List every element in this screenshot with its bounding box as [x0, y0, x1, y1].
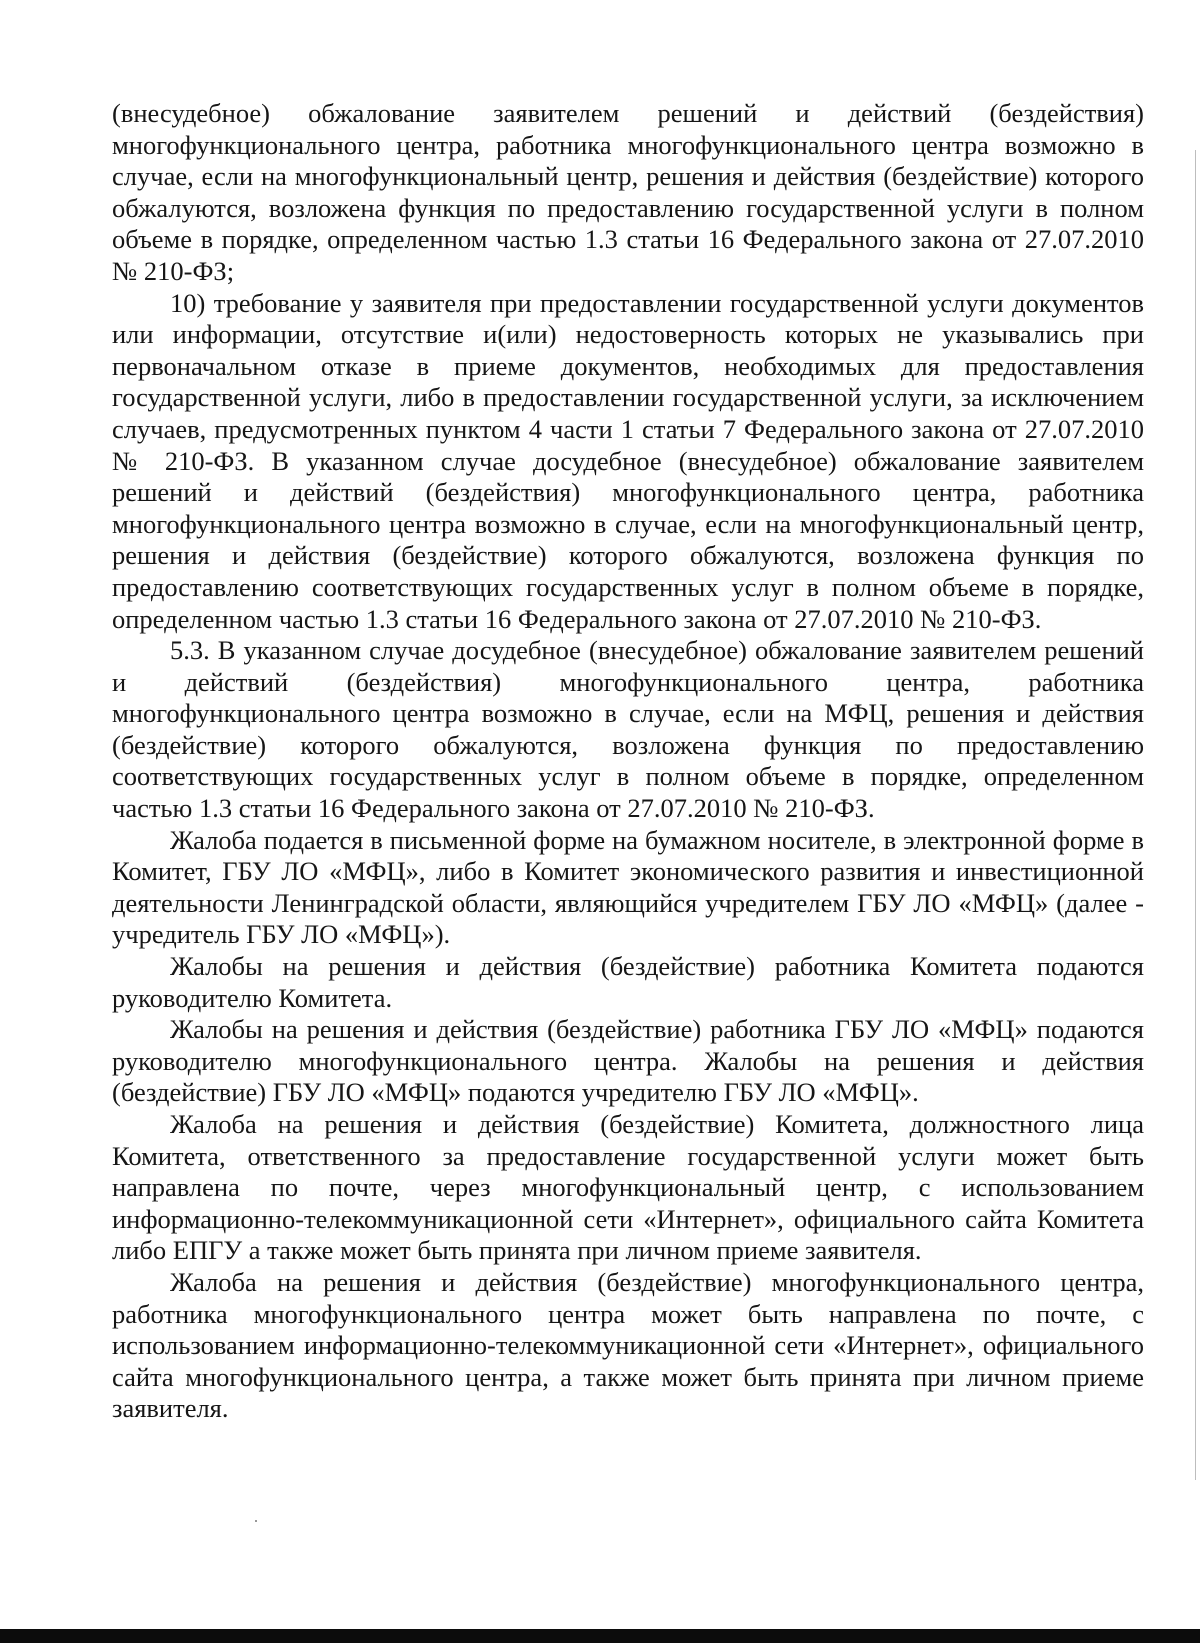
paragraph-section-5-3: 5.3. В указанном случае досудебное (внесудебное) обжалование заявителем решений и действий (бездействия) многофункционального центра, работника многофункционального центра возможно в случае, если на МФЦ, решения и действия (бездействие) которого обжалуются, возложена функция по предоставлению соответствующих государственных услуг в полном объеме в порядке, определенном частью 1.3 статьи 16 Федерального закона от 27.07.2010 № 210-ФЗ. [112, 635, 1144, 824]
paragraph-mfc-complaints: Жалобы на решения и действия (бездействие) работника ГБУ ЛО «МФЦ» подаются руководителю многофункционального центра. Жалобы на решения и действия (бездействие) ГБУ ЛО «МФЦ» подаются учредителю ГБУ ЛО «МФЦ». [112, 1014, 1144, 1108]
scan-bottom-border [0, 1629, 1200, 1643]
paragraph-committee-complaints: Жалобы на решения и действия (бездействие) работника Комитета подаются руководителю Комитета. [112, 951, 1144, 1013]
scan-speck [255, 1520, 257, 1522]
paragraph-item-10: 10) требование у заявителя при предоставлении государственной услуги документов или информации, отсутствие и(или) недостоверность которых не указывались при первоначальном отказе в приеме документов, необходимых для предоставления государственной услуги, либо в предоставлении государственной услуги, за исключением случаев, предусмотренных пунктом 4 части 1 статьи 7 Федерального закона от 27.07.2010 № 210-ФЗ. В указанном случае досудебное (внесудебное) обжалование заявителем решений и действий (бездействия) многофункционального центра, работника многофункционального центра возможно в случае, если на многофункциональный центр, решения и действия (бездействие) которого обжалуются, возложена функция по предоставлению соответствующих государственных услуг в полном объеме в порядке, определенном частью 1.3 статьи 16 Федерального закона от 27.07.2010 № 210-ФЗ. [112, 287, 1144, 634]
paragraph-mfc-complaint-channels: Жалоба на решения и действия (бездействие) многофункционального центра, работника многофункционального центра может быть направлена по почте, с использованием информационно-телекоммуникационной сети «Интернет», официального сайта многофункционального центра, а также может быть принята при личном приеме заявителя. [112, 1266, 1144, 1424]
paragraph-continuation: (внесудебное) обжалование заявителем решений и действий (бездействия) многофункционального центра, работника многофункционального центра возможно в случае, если на многофункциональный центр, решения и действия (бездействие) которого обжалуются, возложена функция по предоставлению государственной услуги в полном объеме в порядке, определенном частью 1.3 статьи 16 Федерального закона от 27.07.2010 № 210-ФЗ; [112, 98, 1144, 286]
document-body [112, 98, 1144, 1425]
scan-edge-line [1195, 150, 1196, 1480]
paragraph-committee-complaint-channels: Жалоба на решения и действия (бездействие) Комитета, должностного лица Комитета, ответственного за предоставление государственной услуги может быть направлена по почте, через многофункциональный центр, с использованием информационно-телекоммуникационной сети «Интернет», официального сайта Комитета либо ЕПГУ а также может быть принята при личном приеме заявителя. [112, 1109, 1144, 1266]
paragraph-complaint-form: Жалоба подается в письменной форме на бумажном носителе, в электронной форме в Комитет, ГБУ ЛО «МФЦ», либо в Комитет экономического развития и инвестиционной деятельности Ленинградской области, являющийся учредителем ГБУ ЛО «МФЦ» (далее - учредитель ГБУ ЛО «МФЦ»). [112, 824, 1144, 950]
